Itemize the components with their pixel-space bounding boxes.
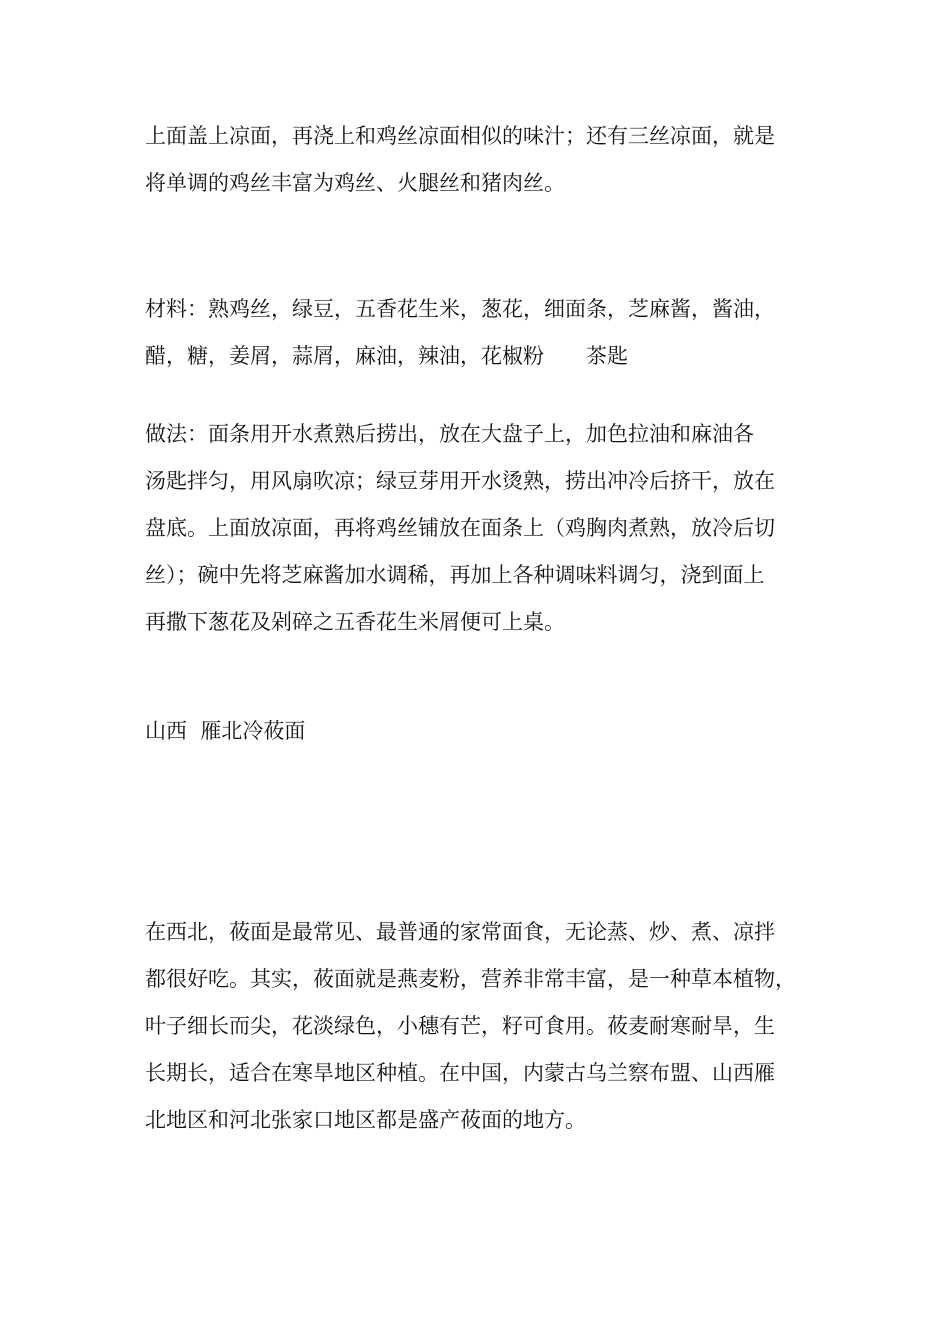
text-line: 上面盖上凉面，再浇上和鸡丝凉面相似的味汁；还有三丝凉面，就是	[145, 124, 775, 148]
text-line: 材料：熟鸡丝，绿豆，五香花生米，葱花，细面条，芝麻酱，酱油，	[145, 297, 775, 321]
text-line: 汤匙拌匀，用风扇吹凉；绿豆芽用开水烫熟，捞出冲冷后挤干，放在	[145, 469, 775, 493]
paragraph-method	[145, 411, 815, 646]
section-heading	[145, 708, 815, 755]
text-line: 丝）；碗中先将芝麻酱加水调稀，再加上各种调味料调匀，浇到面上	[145, 563, 765, 587]
text-line: 盘底。上面放凉面，再将鸡丝铺放在面条上（鸡胸肉煮熟，放冷后切	[145, 516, 775, 540]
text-line: 北地区和河北张家口地区都是盛产莜面的地方。	[145, 1108, 586, 1132]
paragraph-sansi-intro	[145, 113, 815, 207]
text-line: 做法：面条用开水煮熟后捞出，放在大盘子上，加色拉油和麻油各	[145, 422, 754, 446]
section-heading-text: 山西 雁北冷莜面	[145, 719, 306, 743]
text-line: 再撒下葱花及剁碎之五香花生米屑便可上桌。	[145, 610, 565, 634]
text-line: 长期长，适合在寒旱地区种植。在中国，内蒙古乌兰察布盟、山西雁	[145, 1061, 775, 1085]
text-line: 将单调的鸡丝丰富为鸡丝、火腿丝和猪肉丝。	[145, 171, 565, 195]
paragraph-ingredients	[145, 286, 815, 380]
paragraph-youmian-intro	[145, 909, 815, 1144]
text-line: 醋，糖，姜屑，蒜屑，麻油，辣油，花椒粉 茶匙	[145, 344, 628, 368]
text-line: 都很好吃。其实，莜面就是燕麦粉，营养非常丰富，是一种草本植物，	[145, 967, 796, 991]
text-line: 在西北，莜面是最常见、最普通的家常面食，无论蒸、炒、煮、凉拌	[145, 920, 775, 944]
text-line: 叶子细长而尖，花淡绿色，小穗有芒，籽可食用。莜麦耐寒耐旱，生	[145, 1014, 775, 1038]
